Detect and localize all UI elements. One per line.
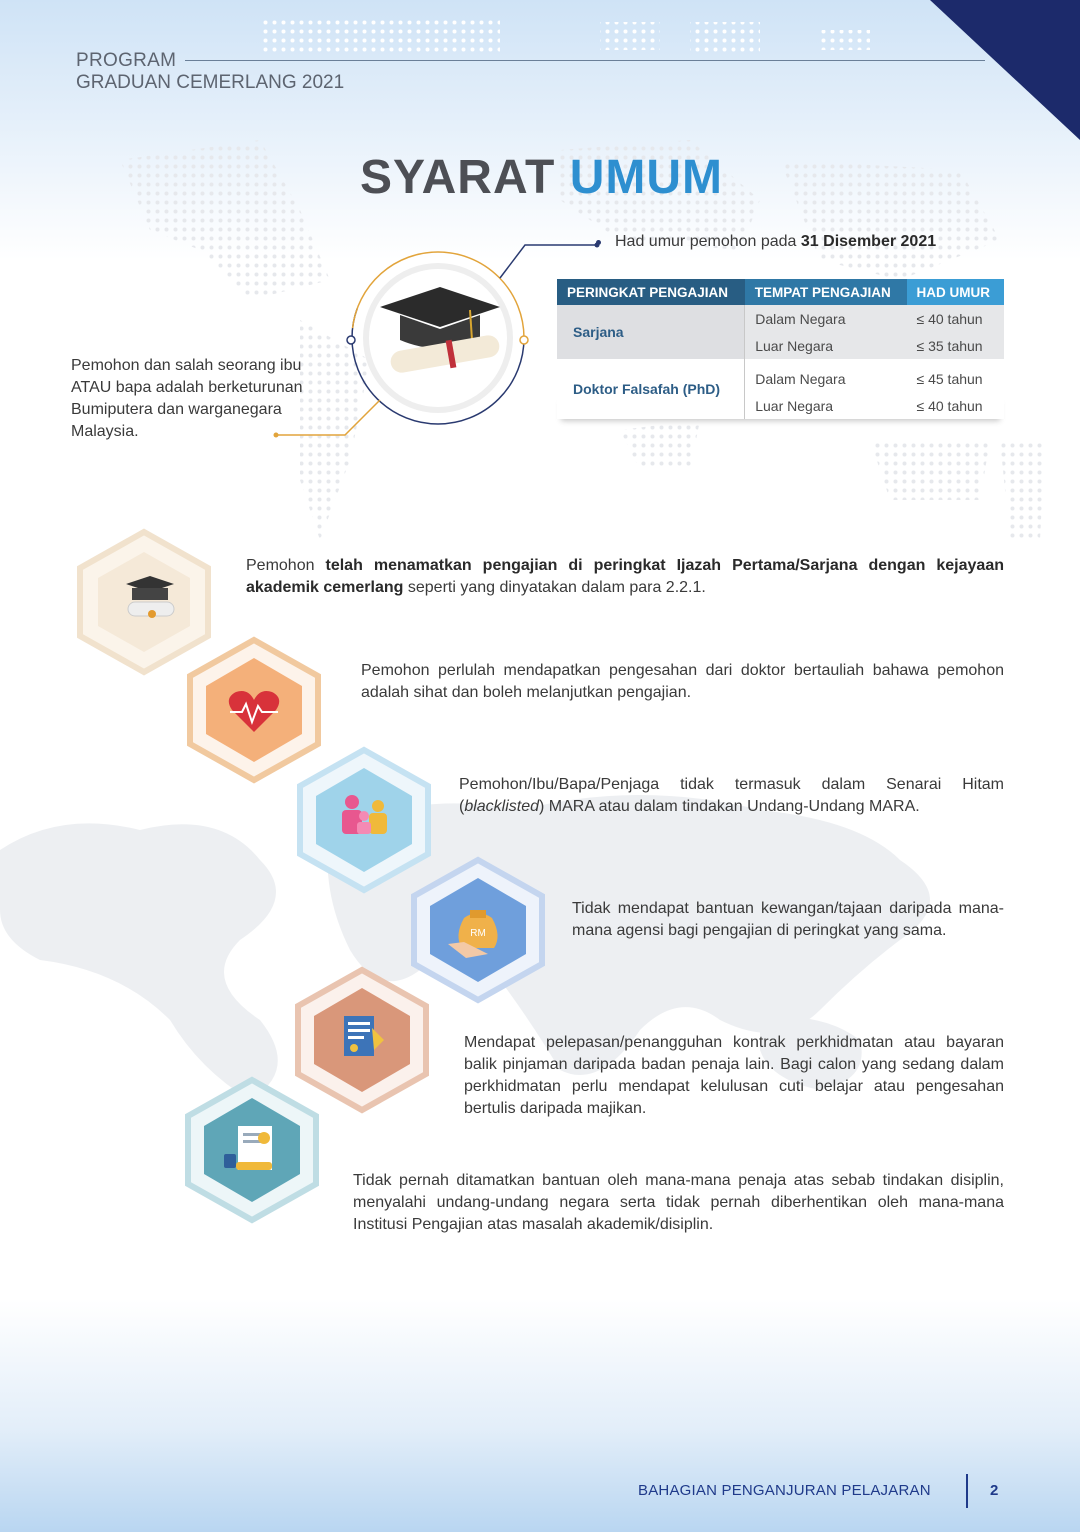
level-phd: Doktor Falsafah (PhD) [557,359,745,419]
header-place: TEMPAT PENGAJIAN [745,279,907,305]
item-1-prefix: Pemohon [246,557,326,574]
header-limit: HAD UMUR [907,279,1004,305]
item-3-suffix: ) MARA atau dalam tindakan Undang-Undang MARA. [539,798,920,815]
age-note-date: 31 Disember 2021 [800,233,937,250]
table-header-row [557,279,1004,305]
place-cell: Luar Negara [745,332,907,359]
title-word-umum: UMUM [569,151,724,204]
table-row [557,305,1004,332]
requirement-item-3 [459,774,1004,818]
program-label: PROGRAM [76,50,177,71]
certificate-icon [178,1076,326,1224]
requirement-item-2: Pemohon perlulah mendapatkan pengesahan dari doktor bertauliah bahawa pemohon adalah sihat dan boleh melanjutkan pengajian. [361,662,1004,701]
limit-cell: ≤ 45 tahun [916,370,983,387]
graduation-cap-emblem-icon [370,285,510,380]
requirement-item-1 [246,555,1004,599]
requirement-item-6: Tidak pernah ditamatkan bantuan oleh mana-mana penaja atas sebab tindakan disiplin, menyalahi undang-undang negara serta tidak pernah diberhentikan oleh mana-mana Institusi Pengajian atas masalah akademik/disiplin. [353,1172,1004,1233]
requirement-item-5: Mendapat pelepasan/penangguhan kontrak perkhidmatan atau bayaran balik pinjaman daripada badan penaja lain. Bagi calon yang sedang dalam perkhidmatan perlu mendapat kelulusan cuti belajar atau pengesahan bertulis daripada majikan. [464,1034,1004,1117]
limit-cell: ≤ 35 tahun [907,332,1004,359]
header-level: PERINGKAT PENGAJIAN [557,279,745,305]
limit-cell: ≤ 40 tahun [916,397,983,414]
intro-text: Pemohon dan salah seorang ibu ATAU bapa adalah berketurunan Bumiputera dan warganegara Malaysia. [71,357,303,440]
age-note [615,233,936,251]
header-rule [185,60,985,61]
level-sarjana: Sarjana [557,305,745,359]
money-bag-label: RM [470,928,486,939]
place-cell: Luar Negara [755,397,834,414]
place-cell: Dalam Negara [745,305,907,332]
page-number: 2 [990,1482,999,1499]
corner-triangle [930,0,1080,140]
item-3-prefix: Pemohon/Ibu/Bapa/Penjaga tidak termasuk dalam Senarai Hitam ( [459,776,1004,815]
item-1-bold: telah menamatkan pengajian di peringkat Ijazah Pertama/Sarjana dengan kejayaan akademik cemerlang [246,557,1004,596]
program-title: GRADUAN CEMERLANG 2021 [76,72,345,93]
age-note-prefix: Had umur pemohon pada [615,233,801,250]
item-1-suffix: seperti yang dinyatakan dalam para 2.2.1. [403,579,706,596]
page-title [360,150,723,205]
limit-cell: ≤ 40 tahun [907,305,1004,332]
age-note-bullet [596,240,601,245]
title-word-syarat: SYARAT [360,151,556,204]
item-3-italic: blacklisted [464,798,540,815]
table-row [557,359,1004,392]
footer-department: BAHAGIAN PENGANJURAN PELAJARAN [638,1482,931,1499]
requirement-item-4: Tidak mendapat bantuan kewangan/tajaan daripada mana-mana agensi bagi pengajian di peringkat yang sama. [572,900,1004,939]
place-cell: Dalam Negara [755,370,846,387]
age-limit-table [557,279,1004,419]
footer-divider [966,1474,968,1508]
